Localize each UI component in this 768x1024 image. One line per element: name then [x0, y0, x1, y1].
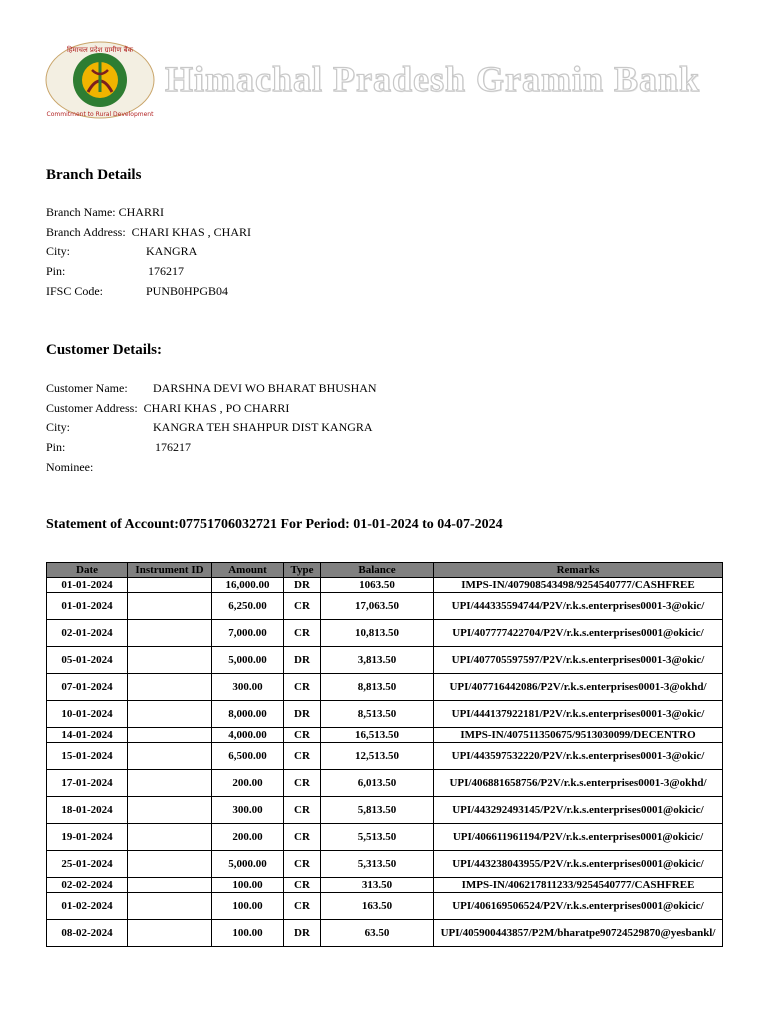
- table-row: [47, 620, 723, 647]
- cell-instrument-id: [128, 851, 212, 878]
- cell-balance: 313.50: [321, 878, 434, 893]
- cell-instrument-id: [128, 620, 212, 647]
- svg-text:Commitment to Rural Developmen: Commitment to Rural Development: [46, 111, 154, 118]
- cell-amount: 200.00: [212, 770, 284, 797]
- cell-instrument-id: [128, 878, 212, 893]
- cell-type: DR: [284, 578, 321, 593]
- customer-pin-label: Pin:: [46, 440, 66, 455]
- cell-amount: 100.00: [212, 920, 284, 947]
- cell-balance: 5,313.50: [321, 851, 434, 878]
- cell-amount: 5,000.00: [212, 851, 284, 878]
- cell-remarks: UPI/443597532220/P2V/r.k.s.enterprises0001-3@okic/: [434, 743, 723, 770]
- cell-balance: 10,813.50: [321, 620, 434, 647]
- cell-instrument-id: [128, 701, 212, 728]
- cell-balance: 5,813.50: [321, 797, 434, 824]
- cell-balance: 16,513.50: [321, 728, 434, 743]
- cell-type: CR: [284, 770, 321, 797]
- table-row: [47, 593, 723, 620]
- cell-amount: 4,000.00: [212, 728, 284, 743]
- branch-details-heading: Branch Details: [46, 167, 142, 183]
- col-header-remarks: Remarks: [434, 563, 723, 578]
- table-row: [47, 743, 723, 770]
- table-row: [47, 920, 723, 947]
- cell-balance: 63.50: [321, 920, 434, 947]
- table-row: [47, 824, 723, 851]
- cell-date: 15-01-2024: [47, 743, 128, 770]
- cell-amount: 300.00: [212, 797, 284, 824]
- cell-type: CR: [284, 593, 321, 620]
- cell-amount: 6,250.00: [212, 593, 284, 620]
- cell-remarks: UPI/407716442086/P2V/r.k.s.enterprises0001-3@okhd/: [434, 674, 723, 701]
- branch-details: [46, 203, 251, 302]
- cell-date: 17-01-2024: [47, 770, 128, 797]
- branch-city-label: City:: [46, 244, 71, 259]
- statement-table: [46, 562, 723, 947]
- cell-balance: 163.50: [321, 893, 434, 920]
- branch-pin-label: Pin:: [46, 264, 66, 279]
- cell-type: CR: [284, 743, 321, 770]
- customer-city-label: City:: [46, 420, 71, 435]
- customer-city-value: KANGRA TEH SHAHPUR DIST KANGRA: [153, 420, 373, 435]
- col-header-amount: Amount: [212, 563, 284, 578]
- customer-pin-value: 176217: [155, 440, 191, 455]
- cell-amount: 6,500.00: [212, 743, 284, 770]
- branch-address-value: CHARI KHAS , CHARI: [131, 224, 251, 239]
- cell-remarks: IMPS-IN/407908543498/9254540777/CASHFREE: [434, 578, 723, 593]
- cell-amount: 5,000.00: [212, 647, 284, 674]
- cell-amount: 300.00: [212, 674, 284, 701]
- table-row: [47, 647, 723, 674]
- bank-name-watermark: Himachal Pradesh Gramin Bank: [165, 59, 701, 99]
- svg-text:हिमाचल प्रदेश ग्रामीण बैंक: हिमाचल प्रदेश ग्रामीण बैंक: [66, 46, 134, 54]
- table-row: [47, 701, 723, 728]
- cell-date: 01-02-2024: [47, 893, 128, 920]
- cell-date: 10-01-2024: [47, 701, 128, 728]
- cell-type: CR: [284, 674, 321, 701]
- branch-pin-value: 176217: [148, 264, 184, 279]
- cell-date: 01-01-2024: [47, 593, 128, 620]
- cell-date: 14-01-2024: [47, 728, 128, 743]
- cell-balance: 1063.50: [321, 578, 434, 593]
- cell-type: CR: [284, 824, 321, 851]
- statement-title: Statement of Account:07751706032721 For Period: 01-01-2024 to 04-07-2024: [46, 517, 503, 532]
- cell-remarks: UPI/443238043955/P2V/r.k.s.enterprises0001@okicic/: [434, 851, 723, 878]
- cell-remarks: UPI/407777422704/P2V/r.k.s.enterprises0001@okicic/: [434, 620, 723, 647]
- cell-instrument-id: [128, 743, 212, 770]
- col-header-type: Type: [284, 563, 321, 578]
- table-row: [47, 578, 723, 593]
- cell-type: CR: [284, 797, 321, 824]
- customer-details-heading: Customer Details:: [46, 342, 162, 358]
- cell-balance: 6,013.50: [321, 770, 434, 797]
- cell-date: 05-01-2024: [47, 647, 128, 674]
- cell-balance: 17,063.50: [321, 593, 434, 620]
- table-row: [47, 770, 723, 797]
- cell-instrument-id: [128, 770, 212, 797]
- bank-logo: [44, 40, 156, 120]
- branch-ifsc-label: IFSC Code:: [46, 283, 104, 298]
- cell-date: 02-01-2024: [47, 620, 128, 647]
- table-row: [47, 893, 723, 920]
- cell-instrument-id: [128, 593, 212, 620]
- branch-name-label: Branch Name:: [46, 205, 116, 219]
- cell-balance: 12,513.50: [321, 743, 434, 770]
- customer-details: [46, 379, 377, 478]
- cell-remarks: UPI/406881658756/P2V/r.k.s.enterprises0001-3@okhd/: [434, 770, 723, 797]
- cell-amount: 7,000.00: [212, 620, 284, 647]
- table-row: [47, 674, 723, 701]
- cell-instrument-id: [128, 797, 212, 824]
- table-row: [47, 728, 723, 743]
- cell-balance: 8,513.50: [321, 701, 434, 728]
- branch-name-value: CHARRI: [118, 205, 164, 219]
- col-header-date: Date: [47, 563, 128, 578]
- cell-date: 19-01-2024: [47, 824, 128, 851]
- cell-date: 02-02-2024: [47, 878, 128, 893]
- statement-body: [47, 578, 723, 947]
- table-row: [47, 878, 723, 893]
- branch-city-value: KANGRA: [146, 244, 198, 259]
- cell-remarks: IMPS-IN/406217811233/9254540777/CASHFREE: [434, 878, 723, 893]
- customer-address-label: Customer Address:: [46, 400, 138, 415]
- cell-amount: 8,000.00: [212, 701, 284, 728]
- cell-type: CR: [284, 893, 321, 920]
- cell-instrument-id: [128, 893, 212, 920]
- cell-balance: 8,813.50: [321, 674, 434, 701]
- cell-date: 07-01-2024: [47, 674, 128, 701]
- table-row: [47, 797, 723, 824]
- cell-date: 01-01-2024: [47, 578, 128, 593]
- cell-instrument-id: [128, 824, 212, 851]
- col-header-balance: Balance: [321, 563, 434, 578]
- branch-address-label: Branch Address:: [46, 224, 126, 239]
- cell-type: CR: [284, 728, 321, 743]
- customer-name-value: DARSHNA DEVI WO BHARAT BHUSHAN: [153, 381, 377, 395]
- cell-remarks: UPI/443292493145/P2V/r.k.s.enterprises0001@okicic/: [434, 797, 723, 824]
- cell-date: 25-01-2024: [47, 851, 128, 878]
- cell-date: 18-01-2024: [47, 797, 128, 824]
- cell-remarks: UPI/406169506524/P2V/r.k.s.enterprises0001@okicic/: [434, 893, 723, 920]
- cell-type: DR: [284, 701, 321, 728]
- cell-instrument-id: [128, 920, 212, 947]
- statement-header-row: [47, 563, 723, 578]
- cell-instrument-id: [128, 647, 212, 674]
- table-row: [47, 851, 723, 878]
- col-header-instrument-id: Instrument ID: [128, 563, 212, 578]
- cell-date: 08-02-2024: [47, 920, 128, 947]
- branch-ifsc-value: PUNB0HPGB04: [146, 283, 229, 298]
- cell-balance: 5,513.50: [321, 824, 434, 851]
- cell-type: DR: [284, 647, 321, 674]
- cell-instrument-id: [128, 674, 212, 701]
- cell-type: DR: [284, 920, 321, 947]
- cell-remarks: UPI/407705597597/P2V/r.k.s.enterprises0001-3@okic/: [434, 647, 723, 674]
- cell-amount: 200.00: [212, 824, 284, 851]
- cell-amount: 100.00: [212, 893, 284, 920]
- cell-remarks: UPI/405900443857/P2M/bharatpe90724529870@yesbankl/: [434, 920, 723, 947]
- cell-type: CR: [284, 878, 321, 893]
- customer-name-label: Customer Name:: [46, 381, 128, 395]
- cell-remarks: UPI/444335594744/P2V/r.k.s.enterprises0001-3@okic/: [434, 593, 723, 620]
- cell-remarks: UPI/406611961194/P2V/r.k.s.enterprises0001@okicic/: [434, 824, 723, 851]
- customer-nominee-label: Nominee:: [46, 459, 94, 474]
- cell-remarks: UPI/444137922181/P2V/r.k.s.enterprises0001-3@okic/: [434, 701, 723, 728]
- cell-balance: 3,813.50: [321, 647, 434, 674]
- cell-type: CR: [284, 851, 321, 878]
- cell-amount: 100.00: [212, 878, 284, 893]
- cell-instrument-id: [128, 578, 212, 593]
- cell-amount: 16,000.00: [212, 578, 284, 593]
- customer-address-value: CHARI KHAS , PO CHARRI: [143, 400, 290, 415]
- cell-type: CR: [284, 620, 321, 647]
- cell-instrument-id: [128, 728, 212, 743]
- cell-remarks: IMPS-IN/407511350675/9513030099/DECENTRO: [434, 728, 723, 743]
